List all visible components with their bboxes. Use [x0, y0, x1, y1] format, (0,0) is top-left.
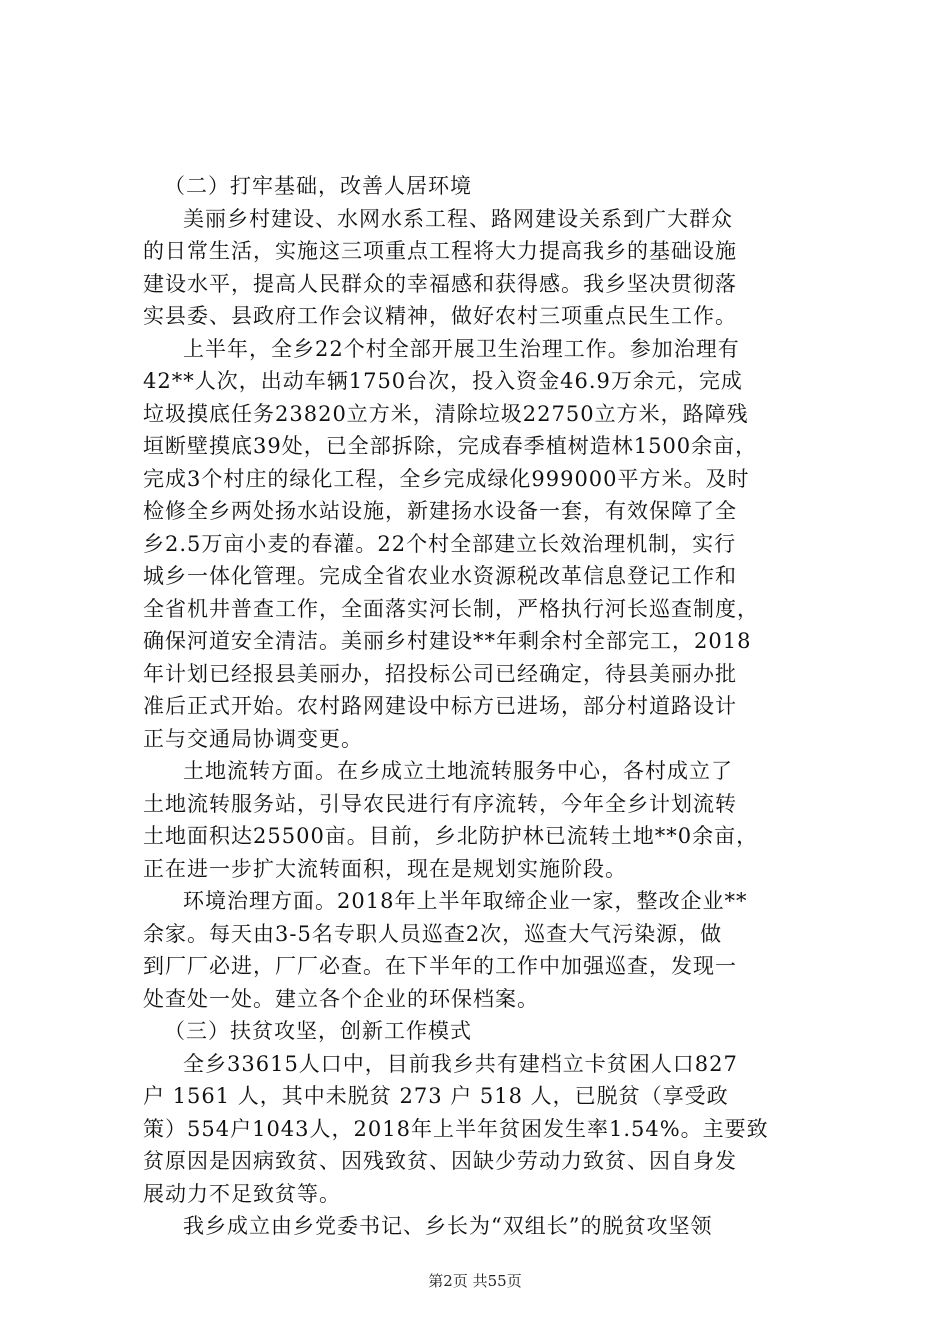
- text-line: 完成3个村庄的绿化工程，全乡完成绿化999000平方米。及时: [143, 466, 750, 491]
- text-line: 42**人次，出动车辆1750台次，投入资金46.9万余元，完成: [143, 369, 743, 393]
- text-line: 全省机井普查工作，全面落实河长制，严格执行河长巡查制度，: [143, 596, 759, 621]
- text-line: 美丽乡村建设、水网水系工程、路网建设关系到广大群众: [183, 206, 733, 231]
- text-line: 环境治理方面。2018年上半年取缔企业一家，整改企业**: [183, 889, 748, 913]
- text-line: 城乡一体化管理。完成全省农业水资源税改革信息登记工作和: [143, 564, 737, 588]
- text-line: 贫原因是因病致贫、因残致贫、因缺少劳动力致贫、因自身发: [143, 1149, 737, 1173]
- text-line: 确保河道安全清洁。美丽乡村建设**年剩余村全部完工，2018: [143, 629, 752, 653]
- text-line: 展动力不足致贫等。: [143, 1181, 341, 1206]
- text-line: 检修全乡两处扬水站设施，新建扬水设备一套，有效保障了全: [143, 499, 737, 523]
- text-line: 正在进一步扩大流转面积，现在是规划实施阶段。: [143, 856, 627, 881]
- page-footer: [0, 1270, 950, 1291]
- text-line: 土地流转服务站，引导农民进行有序流转，今年全乡计划流转: [143, 791, 737, 816]
- section-heading: （三）扶贫攻坚，创新工作模式: [164, 1019, 472, 1043]
- text-line: 垣断壁摸底39处，已全部拆除，完成春季植树造林1500余亩，: [143, 434, 758, 458]
- text-line: 上半年，全乡22个村全部开展卫生治理工作。参加治理有: [183, 336, 740, 361]
- text-line: 乡2.5万亩小麦的春灌。22个村全部建立长效治理机制，实行: [143, 531, 737, 556]
- text-line: 的日常生活，实施这三项重点工程将大力提高我乡的基础设施: [143, 239, 737, 263]
- text-line: 策）554户1043人，2018年上半年贫困发生率1.54%。主要致: [143, 1116, 769, 1141]
- text-line: 准后正式开始。农村路网建设中标方已进场，部分村道路设计: [143, 694, 737, 718]
- text-line: 全乡33615人口中，目前我乡共有建档立卡贫困人口827: [183, 1051, 738, 1076]
- text-line: 土地流转方面。在乡成立土地流转服务中心，各村成立了: [183, 759, 733, 783]
- text-line: 建设水平，提高人民群众的幸福感和获得感。我乡坚决贯彻落: [143, 271, 737, 296]
- text-line: 余家。每天由3-5名专职人员巡查2次，巡查大气污染源，做: [143, 921, 723, 946]
- text-line: 处查处一处。建立各个企业的环保档案。: [143, 986, 539, 1011]
- document-body: [143, 170, 833, 1243]
- page-number-label: 第2页 共55页: [428, 1272, 522, 1290]
- text-line: 户 1561 人，其中未脱贫 273 户 518 人，已脱贫（享受政: [143, 1084, 729, 1108]
- text-line: 到厂厂必进，厂厂必查。在下半年的工作中加强巡查，发现一: [143, 954, 737, 978]
- text-line: 正与交通局协调变更。: [143, 726, 363, 751]
- text-line: 年计划已经报县美丽办，招投标公司已经确定，待县美丽办批: [143, 661, 737, 686]
- text-line: 我乡成立由乡党委书记、乡长为“双组长”的脱贫攻坚领: [183, 1214, 713, 1238]
- text-line: 土地面积达25500亩。目前，乡北防护林已流转土地**0余亩，: [143, 824, 759, 848]
- text-line: 垃圾摸底任务23820立方米，清除垃圾22750立方米，路障残: [143, 401, 749, 426]
- text-line: 实县委、县政府工作会议精神，做好农村三项重点民生工作。: [143, 304, 737, 328]
- section-heading: （二）打牢基础，改善人居环境: [164, 174, 472, 198]
